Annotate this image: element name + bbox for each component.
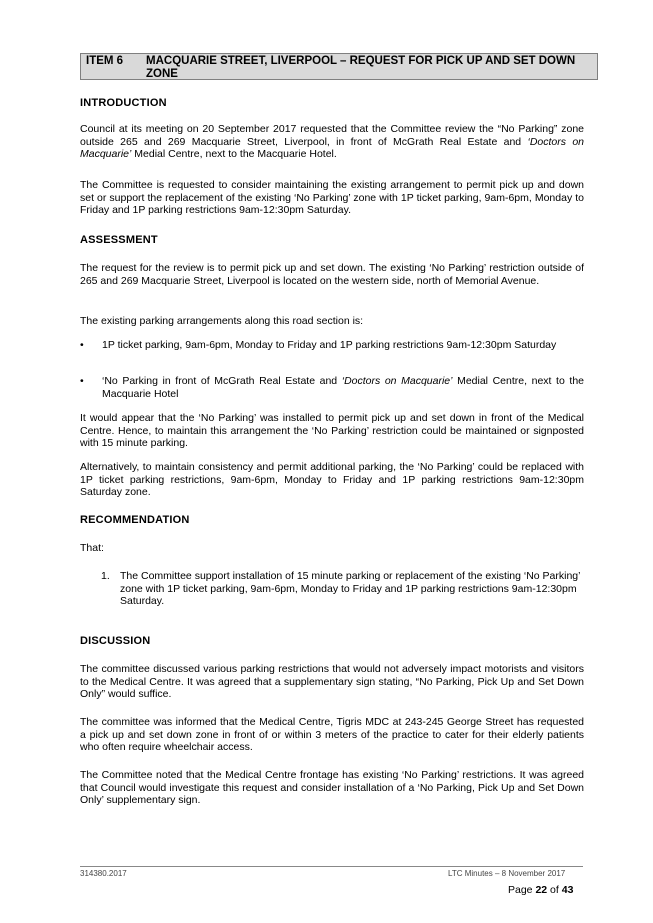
assessment-paragraph-4: Alternatively, to maintain consistency and permit additional parking, the ‘No Parking’ could be replaced with 1P ticket parking restrictions, 9am-6pm, Monday to Friday and 1P parking restrictions 9am-12:30pm Saturday zone. — [80, 461, 584, 499]
page-number — [508, 884, 573, 896]
page-current: 22 — [535, 884, 548, 896]
discussion-paragraph-1: The committee discussed various parking restrictions that would not adversely impact motorists and visitors to the Medical Centre. It was agreed that a supplementary sign stating, “No Parking, Pick Up and Set Down Only” would suffice. — [80, 663, 584, 701]
intro-p1-text-end: Medial Centre, next to the Macquarie Hotel. — [131, 148, 337, 161]
item-number: ITEM 6 — [86, 55, 124, 67]
discussion-paragraph-2: The committee was informed that the Medical Centre, Tigris MDC at 243-245 George Street has requested a pick up and set down zone in front of or within 3 meters of the practice to cater for their elderly patients who often require wheelchair access. — [80, 716, 584, 754]
assessment-paragraph-3: It would appear that the ‘No Parking’ was installed to permit pick up and set down in front of the Medical Centre. Hence, to maintain this arrangement the ‘No Parking’ restriction could be maintained or signposted with 15 minute parking. — [80, 412, 584, 450]
heading-discussion: DISCUSSION — [80, 635, 151, 647]
page-prefix: Page — [508, 884, 536, 896]
page-of: of — [547, 884, 562, 896]
bullet-2-text-end: Medial Centre, next to the Macquarie Hotel — [102, 375, 584, 400]
assessment-paragraph-2: The existing parking arrangements along this road section is: — [80, 315, 364, 327]
bullet-item-1: 1P ticket parking, 9am-6pm, Monday to Friday and 1P parking restrictions 9am-12:30pm Saturday — [102, 339, 557, 351]
recommendation-intro: That: — [80, 542, 104, 554]
page-total: 43 — [561, 884, 574, 896]
assessment-paragraph-1: The request for the review is to permit pick up and set down. The existing ‘No Parking’ restriction outside of 265 and 269 Macquarie Street, Liverpool is located on the western side, north of Memorial Avenue. — [80, 262, 584, 287]
introduction-paragraph-1 — [80, 123, 584, 161]
recommendation-item-1: The Committee support installation of 15 minute parking or replacement of the existing ‘No Parking’ zone with 1P ticket parking, 9am-6pm, Monday to Friday and 1P parking restrictions 9am-12:30pm Saturday. — [120, 570, 581, 608]
heading-recommendation: RECOMMENDATION — [80, 514, 190, 526]
bullet-marker: • — [80, 339, 84, 351]
bullet-2-italic: ‘Doctors on Macquarie’ — [341, 375, 453, 387]
footer-document-id: 314380.2017 — [80, 869, 127, 878]
bullet-marker: • — [80, 375, 84, 387]
list-number: 1. — [101, 570, 110, 582]
heading-introduction: INTRODUCTION — [80, 97, 167, 109]
bullet-item-2 — [102, 375, 584, 400]
item-title: MACQUARIE STREET, LIVERPOOL – REQUEST FOR PICK UP AND SET DOWN ZONE — [146, 55, 576, 80]
footer-divider — [80, 866, 583, 867]
introduction-paragraph-2: The Committee is requested to consider maintaining the existing arrangement to permit pick up and down set or support the replacement of the existing ‘No Parking’ zone with 1P ticket parking, 9am-6pm, Monday to Friday and 1P parking restrictions 9am-12:30pm Saturday. — [80, 179, 584, 217]
intro-p1-italic: ‘Doctors on Macquarie’ — [80, 135, 584, 161]
discussion-paragraph-3: The Committee noted that the Medical Centre frontage has existing ‘No Parking’ restrictions. It was agreed that Council would investigate this request and consider installation of a ‘No Parking, Pick Up and Set Down Only’ supplementary sign. — [80, 769, 584, 807]
intro-p1-text: Council at its meeting on 20 September 2017 requested that the Committee review the “No Parking” zone outside 265 and 269 Macquarie Street, Liverpool, in front of McGrath Real Estate and — [80, 123, 584, 148]
heading-assessment: ASSESSMENT — [80, 234, 158, 246]
bullet-2-text: ‘No Parking in front of McGrath Real Estate and — [102, 375, 342, 387]
footer-minutes-date: LTC Minutes – 8 November 2017 — [448, 869, 566, 878]
item-header-bar — [80, 53, 598, 80]
